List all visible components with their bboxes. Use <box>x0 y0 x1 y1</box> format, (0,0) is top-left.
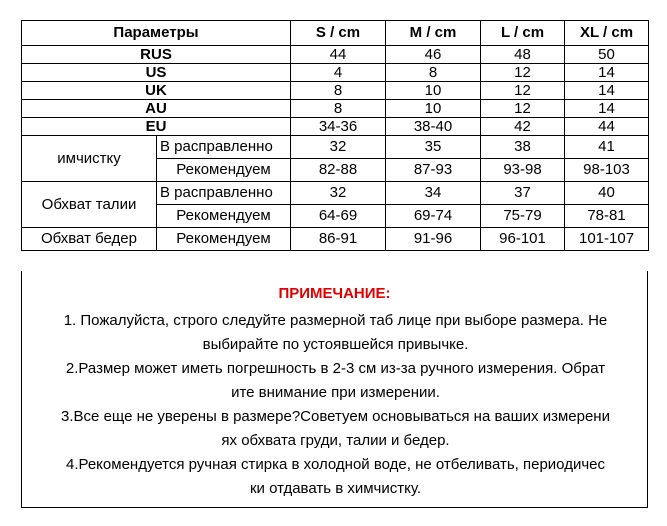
row-label-eu: EU <box>22 118 291 136</box>
cell: 78-81 <box>565 205 649 228</box>
sub-label-flat: В расправленно <box>157 136 291 159</box>
table-row <box>22 100 649 118</box>
cell: 38-40 <box>386 118 481 136</box>
cell: 69-74 <box>386 205 481 228</box>
cell: 32 <box>291 182 386 205</box>
table-row <box>22 182 649 205</box>
table-row <box>22 136 649 159</box>
sub-label-recommended: Рекомендуем <box>157 228 291 251</box>
cell: 14 <box>565 100 649 118</box>
cell: 34 <box>386 182 481 205</box>
cell: 8 <box>291 100 386 118</box>
cell: 101-107 <box>565 228 649 251</box>
row-label-chest: имчистку <box>22 136 157 182</box>
cell: 50 <box>565 46 649 64</box>
cell: 12 <box>481 100 565 118</box>
cell: 12 <box>481 82 565 100</box>
cell: 14 <box>565 82 649 100</box>
cell: 82-88 <box>291 159 386 182</box>
cell: 12 <box>481 64 565 82</box>
cell: 4 <box>291 64 386 82</box>
cell: 10 <box>386 100 481 118</box>
cell: 37 <box>481 182 565 205</box>
cell: 87-93 <box>386 159 481 182</box>
note-line: 2.Размер может иметь погрешность в 2-3 см из-за ручного измерения. Обрат <box>65 360 606 377</box>
cell: 8 <box>291 82 386 100</box>
row-label-waist: Обхват талии <box>22 182 157 228</box>
header-l: L / cm <box>481 21 565 46</box>
cell: 96-101 <box>481 228 565 251</box>
cell: 75-79 <box>481 205 565 228</box>
cell: 44 <box>565 118 649 136</box>
note-line: ите внимание при измерении. <box>231 384 440 401</box>
note-line: 4.Рекомендуется ручная стирка в холодной воде, не отбеливать, периодичес <box>65 456 605 473</box>
cell: 40 <box>565 182 649 205</box>
table-row <box>22 228 649 251</box>
note-title: ПРИМЕЧАНИЕ: <box>278 285 391 302</box>
cell: 91-96 <box>386 228 481 251</box>
size-table <box>21 20 649 251</box>
cell: 10 <box>386 82 481 100</box>
cell: 35 <box>386 136 481 159</box>
cell: 64-69 <box>291 205 386 228</box>
cell: 42 <box>481 118 565 136</box>
cell: 14 <box>565 64 649 82</box>
cell: 46 <box>386 46 481 64</box>
header-params: Параметры <box>22 21 291 46</box>
note-line: 3.Все еще не уверены в размере?Советуем основываться на ваших измерени <box>61 408 610 425</box>
cell: 93-98 <box>481 159 565 182</box>
table-row <box>22 118 649 136</box>
cell: 8 <box>386 64 481 82</box>
note-line: ки отдавать в химчистку. <box>249 480 422 497</box>
table-row <box>22 64 649 82</box>
sub-label-recommended: Рекомендуем <box>157 205 291 228</box>
header-s: S / cm <box>291 21 386 46</box>
row-label-us: US <box>22 64 291 82</box>
row-label-uk: UK <box>22 82 291 100</box>
note-line: 1. Пожалуйста, строго следуйте размерной таб лице при выборе размера. Не <box>63 312 608 329</box>
cell: 38 <box>481 136 565 159</box>
note-line: ях обхвата груди, талии и бедер. <box>221 432 450 449</box>
cell: 41 <box>565 136 649 159</box>
sub-label-recommended: Рекомендуем <box>157 159 291 182</box>
table-row <box>22 46 649 64</box>
sub-label-flat: В расправленно <box>157 182 291 205</box>
row-label-au: AU <box>22 100 291 118</box>
cell: 98-103 <box>565 159 649 182</box>
cell: 44 <box>291 46 386 64</box>
table-row <box>22 82 649 100</box>
cell: 34-36 <box>291 118 386 136</box>
row-label-rus: RUS <box>22 46 291 64</box>
cell: 32 <box>291 136 386 159</box>
header-row <box>22 21 649 46</box>
header-xl: XL / cm <box>565 21 649 46</box>
cell: 86-91 <box>291 228 386 251</box>
note-box <box>21 271 648 508</box>
header-m: M / cm <box>386 21 481 46</box>
row-label-hips: Обхват бедер <box>22 228 157 251</box>
cell: 48 <box>481 46 565 64</box>
note-line: выбирайте по устоявшейся привычке. <box>202 336 469 353</box>
